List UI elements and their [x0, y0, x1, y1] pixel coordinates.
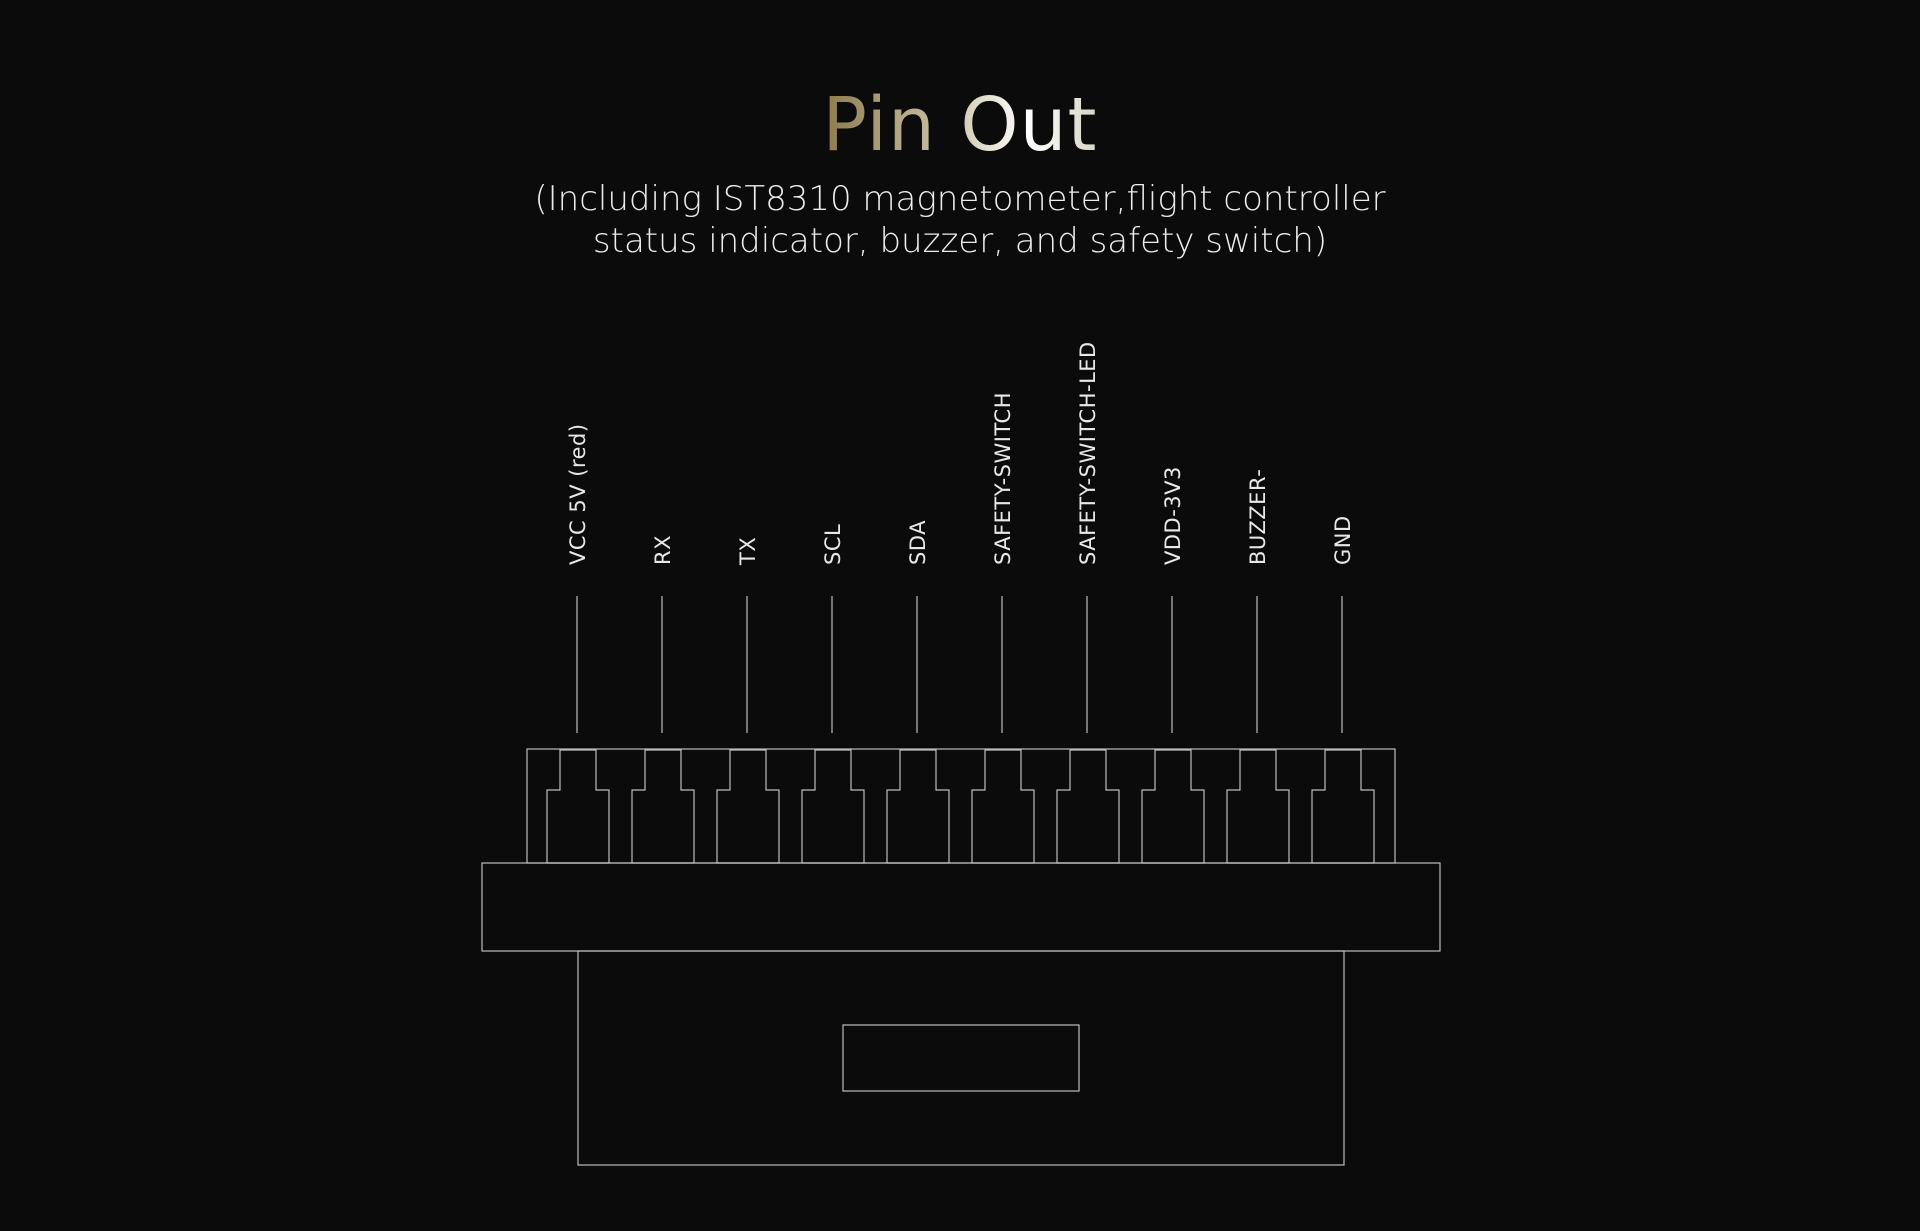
pin-labels: [566, 341, 1355, 566]
pin-contact-tx: [717, 750, 779, 863]
pin-label-scl: SCL: [821, 523, 845, 565]
pin-contact-safety-switch-led: [1057, 750, 1119, 863]
pin-label-vcc-5v-red: VCC 5V (red): [566, 423, 590, 565]
title-text: Pin Out: [822, 82, 1098, 168]
pin-contact-buzzer: [1227, 750, 1289, 863]
pin-label-safety-switch: SAFETY-SWITCH: [991, 391, 1015, 565]
pin-contact-sda: [887, 750, 949, 863]
pin-contact-gnd: [1312, 750, 1374, 863]
pin-contact-safety-switch: [972, 750, 1034, 863]
pin-contact-vcc-5v-red: [547, 750, 609, 863]
pin-contact-scl: [802, 750, 864, 863]
pin-label-tx: TX: [736, 536, 760, 565]
pin-contact-vdd-3v3: [1142, 750, 1204, 863]
pin-label-vdd-3v3: VDD-3V3: [1161, 466, 1185, 565]
pin-label-rx: RX: [651, 535, 675, 565]
pin-label-safety-switch-led: SAFETY-SWITCH-LED: [1076, 341, 1100, 565]
pin-label-gnd: GND: [1331, 515, 1355, 565]
pin-label-sda: SDA: [906, 520, 930, 565]
connector-window: [843, 1025, 1079, 1091]
connector-flange: [482, 863, 1440, 951]
pin-label-buzzer: BUZZER-: [1246, 468, 1270, 565]
header-housing: [527, 749, 1395, 863]
connector-lower-body: [578, 951, 1344, 1165]
pin-leads: [577, 596, 1342, 733]
subtitle-line-2: status indicator, buzzer, and safety switch): [592, 221, 1328, 261]
pin-contact-rx: [632, 750, 694, 863]
connector-body: [482, 749, 1440, 1165]
subtitle-line-1: (Including IST8310 magnetometer,flight controller: [534, 179, 1386, 219]
